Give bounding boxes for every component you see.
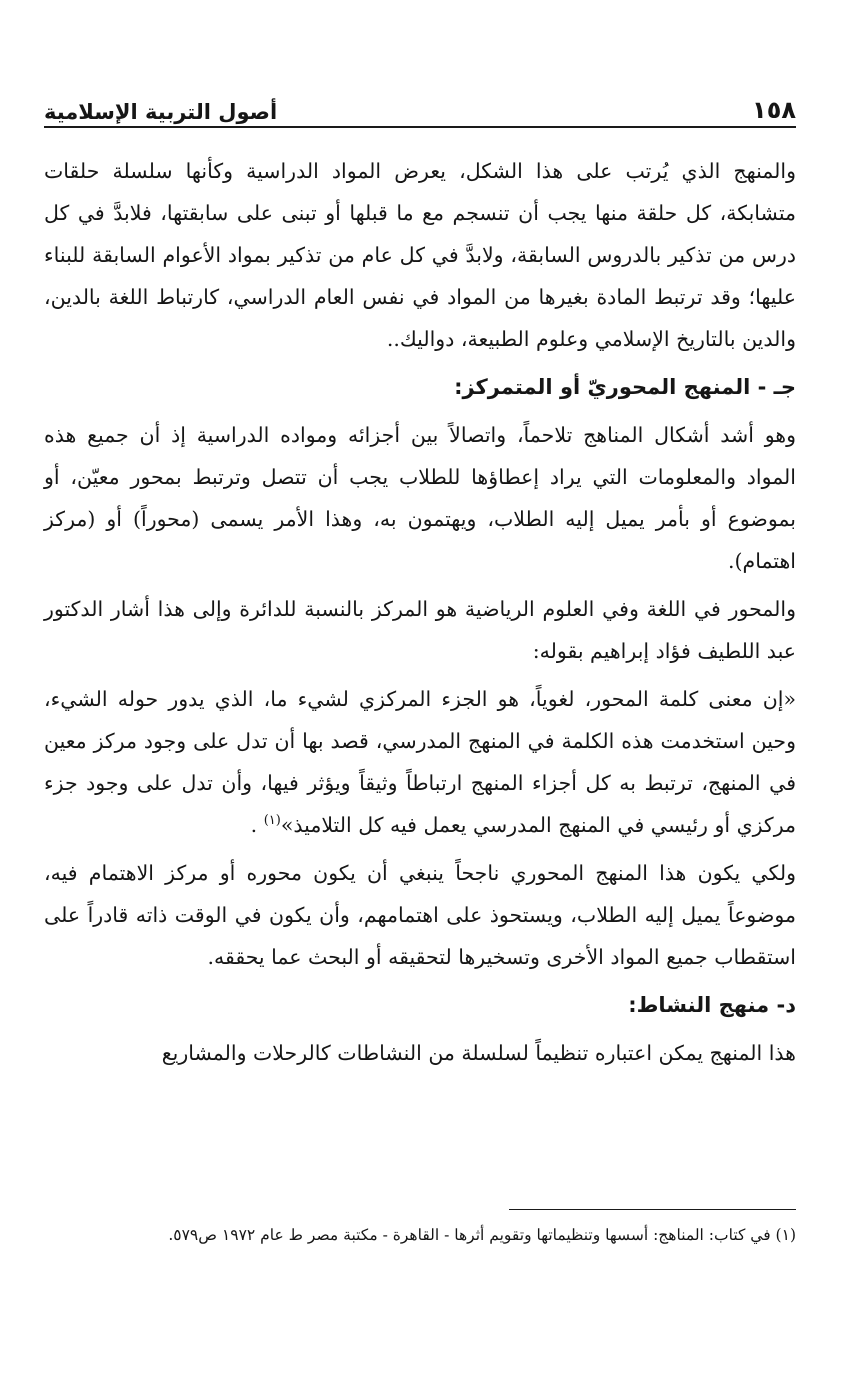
body-text bbox=[44, 150, 796, 1080]
book-page bbox=[44, 0, 796, 1382]
footnote-reference[interactable]: (١) bbox=[263, 813, 281, 829]
quotation-text: «إن معنى كلمة المحور، لغوياً، هو الجزء المركزي لشيء ما، الذي يدور حوله الشيء، وحين استخدمت هذه الكلمة في المنهج المدرسي، قصد بها أن تدل على وجود مركز معين في المنهج، ترتبط به كل أجزاء المنهج ارتباطاً وثيقاً ويؤثر فيها، وأن تدل على وجود جزء مركزي أو رئيسي في المنهج المدرسي يعمل فيه كل التلاميذ» bbox=[44, 687, 796, 837]
paragraph-core-success: ولكي يكون هذا المنهج المحوري ناجحاً ينبغي أن يكون محوره أو مركز الاهتمام فيه، موضوعاً يميل إليه الطلاب، ويستحوذ على اهتمامهم، وأن يكون في الوقت ذاته قادراً على استقطاب جميع المواد الأخرى وتسخيرها لتحقيقه أو البحث عما يحققه. bbox=[44, 861, 796, 969]
paragraph-activity-curriculum: هذا المنهج يمكن اعتباره تنظيماً لسلسلة من النشاطات كالرحلات والمشاريع bbox=[161, 1041, 796, 1065]
page-number: ١٥٨ bbox=[752, 96, 796, 124]
section-heading-core-curriculum: جـ - المنهج المحوريّ أو المتمركز: bbox=[454, 375, 796, 399]
paragraph-quotation bbox=[44, 678, 796, 846]
paragraph-core-definition: وهو أشد أشكال المناهج تلاحماً، واتصالاً بين أجزائه ومواده الدراسية إذ أن جميع هذه المواد والمعلومات التي يراد إعطاؤها للطلاب يجب أن تتصل وترتبط بمحور معيّن، أو بموضوع أو بأمر يميل إليه الطلاب، ويهتمون به، وهذا الأمر يسمى (محوراً) أو (مركز اهتمام). bbox=[44, 423, 796, 573]
quotation-end: . bbox=[250, 813, 264, 837]
page-header bbox=[44, 84, 796, 124]
section-heading-activity-curriculum: د- منهج النشاط: bbox=[628, 993, 796, 1017]
paragraph-sequential-curriculum: والمنهج الذي يُرتب على هذا الشكل، يعرض المواد الدراسية وكأنها سلسلة حلقات متشابكة، كل حلقة منها يجب أن تنسجم مع ما قبلها أو تبنى على سابقتها، فلابدَّ في كل درس من تذكير بالدروس السابقة، ولابدَّ في كل عام من تذكير بمواد الأعوام السابقة للبناء عليها؛ وقد ترتبط المادة بغيرها من المواد في نفس العام الدراسي، كارتباط اللغة بالدين، والدين بالتاريخ الإسلامي وعلوم الطبيعة، دواليك.. bbox=[44, 159, 796, 351]
paragraph-axis-meaning: والمحور في اللغة وفي العلوم الرياضية هو المركز بالنسبة للدائرة وإلى هذا أشار الدكتور عبد اللطيف فؤاد إبراهيم بقوله: bbox=[44, 597, 796, 663]
footnote: (١) في كتاب: المناهج: أسسها وتنظيماتها وتقويم أثرها - القاهرة - مكتبة مصر ط عام ١٩٧٢ ص٥٧٩. bbox=[168, 1226, 796, 1244]
header-divider bbox=[44, 126, 796, 128]
footnote-divider bbox=[509, 1209, 796, 1210]
running-book-title: أصول التربية الإسلامية bbox=[44, 100, 278, 124]
